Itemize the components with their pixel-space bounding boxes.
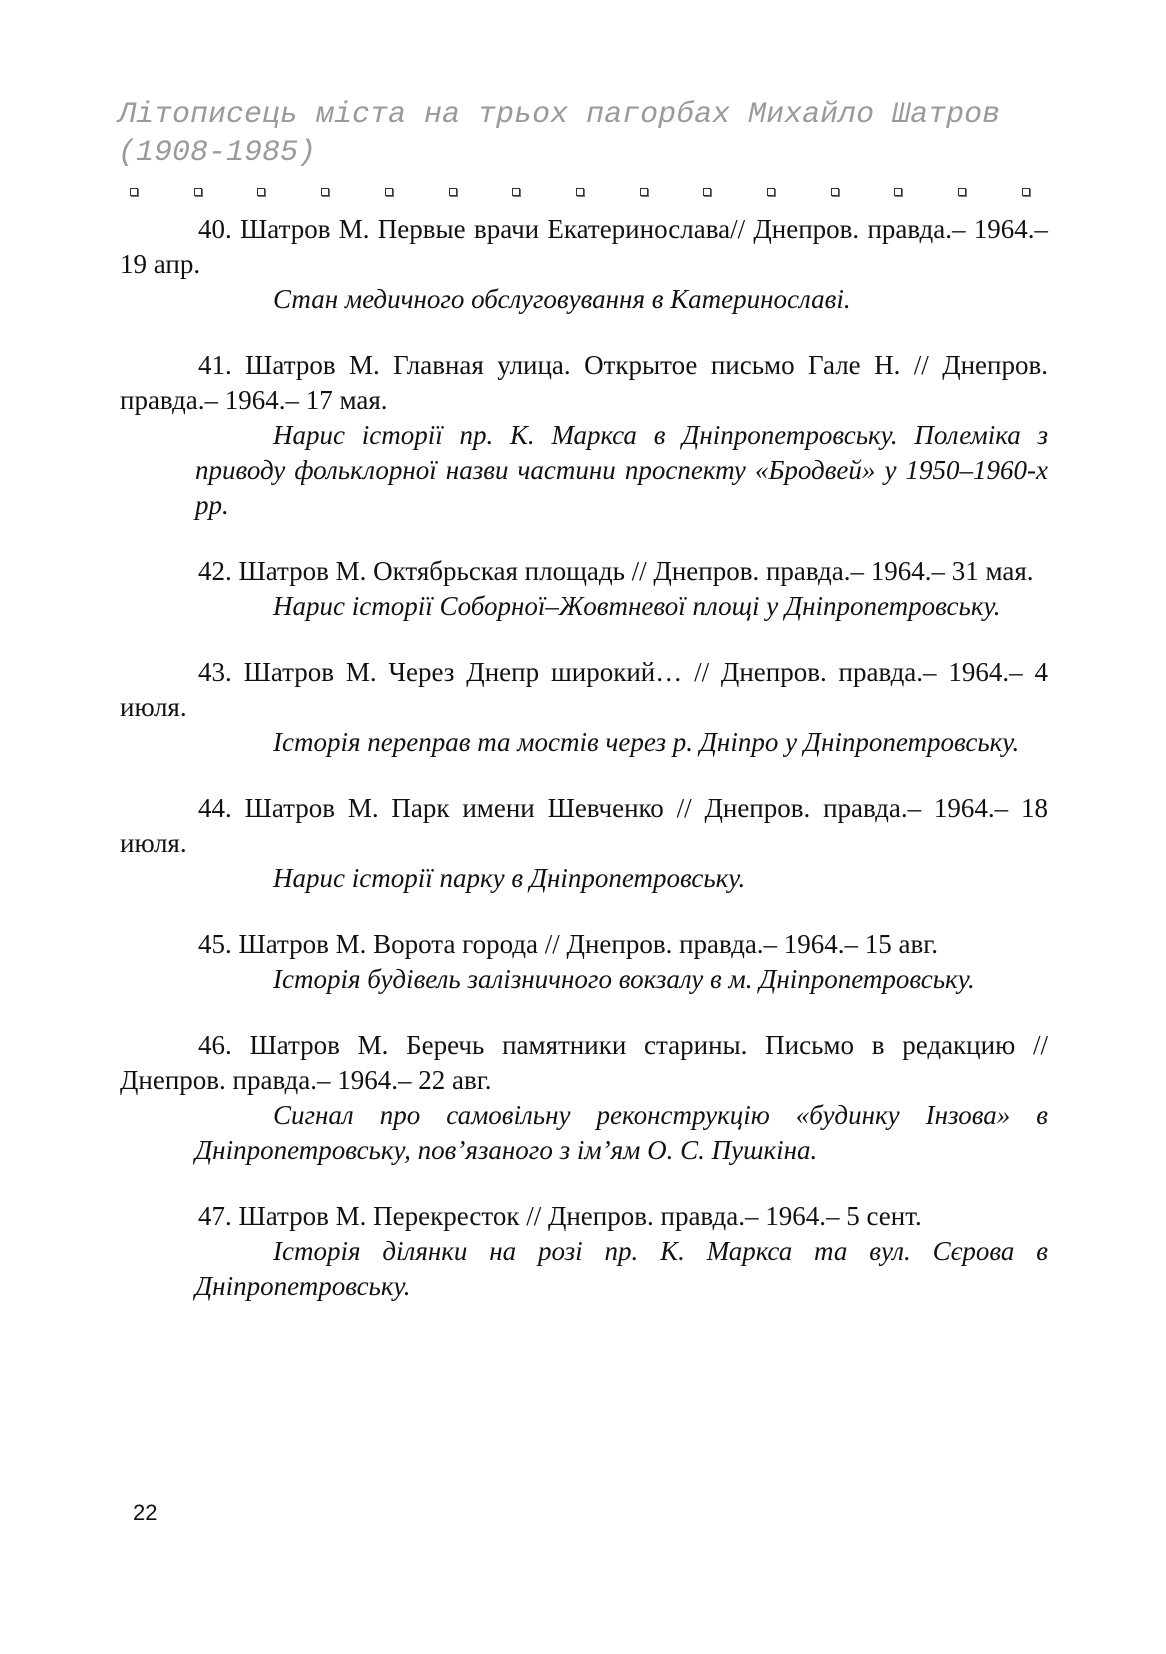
square-bullet-icon [1022,188,1030,196]
bibliography-entry-46 [120,1028,1048,1168]
entry-annotation: Історія переправ та мостів через р. Дніпро у Дніпропетровську. [273,727,1020,757]
square-bullet-icon [703,188,711,196]
entry-citation: 45. Шатров М. Ворота города // Днепров. правда.– 1964.– 15 авг. [198,929,939,959]
bullet-divider [130,188,1030,196]
square-bullet-icon [512,188,520,196]
entry-citation: 44. Шатров М. Парк имени Шевченко // Днепров. правда.– 1964.– 18 июля. [120,793,1048,858]
entry-citation: 46. Шатров М. Беречь памятники старины. Письмо в редакцию // Днепров. правда.– 1964.– 22 авг. [120,1030,1048,1095]
bibliography-entry-43 [120,655,1048,760]
square-bullet-icon [385,188,393,196]
entry-citation: 41. Шатров М. Главная улица. Открытое письмо Гале Н. // Днепров. правда.– 1964.– 17 мая. [120,350,1048,415]
bibliography-list [120,212,1048,1335]
entry-annotation: Стан медичного обслуговування в Катеринославі. [273,284,851,314]
square-bullet-icon [640,188,648,196]
square-bullet-icon [321,188,329,196]
entry-citation: 47. Шатров М. Перекресток // Днепров. правда.– 1964.– 5 сент. [198,1201,922,1231]
square-bullet-icon [576,188,584,196]
bibliography-entry-42 [120,554,1048,624]
bibliography-entry-45 [120,927,1048,997]
page-number: 22 [133,1500,158,1525]
entry-citation: 40. Шатров М. Первые врачи Екатеринослава// Днепров. правда.– 1964.– 19 апр. [120,214,1048,279]
entry-annotation: Сигнал про самовільну реконструкцію «будинку Інзова» в Дніпропетровську, пов’язаного з ім’ям О. С. Пушкіна. [195,1100,1048,1165]
entry-citation: 43. Шатров М. Через Днепр широкий… // Днепров. правда.– 1964.– 4 июля. [120,657,1048,722]
bibliography-entry-44 [120,791,1048,896]
square-bullet-icon [958,188,966,196]
bibliography-entry-40 [120,212,1048,317]
bibliography-entry-41 [120,348,1048,523]
square-bullet-icon [767,188,775,196]
square-bullet-icon [894,188,902,196]
entry-annotation: Історія ділянки на розі пр. К. Маркса та вул. Сєрова в Дніпропетровську. [195,1236,1048,1301]
entry-annotation: Нарис історії парку в Дніпропетровську. [273,863,746,893]
running-title: Літописець міста на трьох пагорбах Михайло Шатров (1908-1985) [118,98,1001,170]
square-bullet-icon [194,188,202,196]
entry-annotation: Нарис історії пр. К. Маркса в Дніпропетровську. Полеміка з приводу фольклорної назви частини проспекту «Бродвей» у 1950–1960-х рр. [195,420,1048,520]
entry-annotation: Нарис історії Соборної–Жовтневої площі у Дніпропетровську. [273,591,1001,621]
square-bullet-icon [257,188,265,196]
square-bullet-icon [130,188,138,196]
square-bullet-icon [449,188,457,196]
entry-annotation: Історія будівель залізничного вокзалу в м. Дніпропетровську. [273,964,975,994]
entry-citation: 42. Шатров М. Октябрьская площадь // Днепров. правда.– 1964.– 31 мая. [198,556,1034,586]
bibliography-entry-47 [120,1199,1048,1304]
square-bullet-icon [831,188,839,196]
